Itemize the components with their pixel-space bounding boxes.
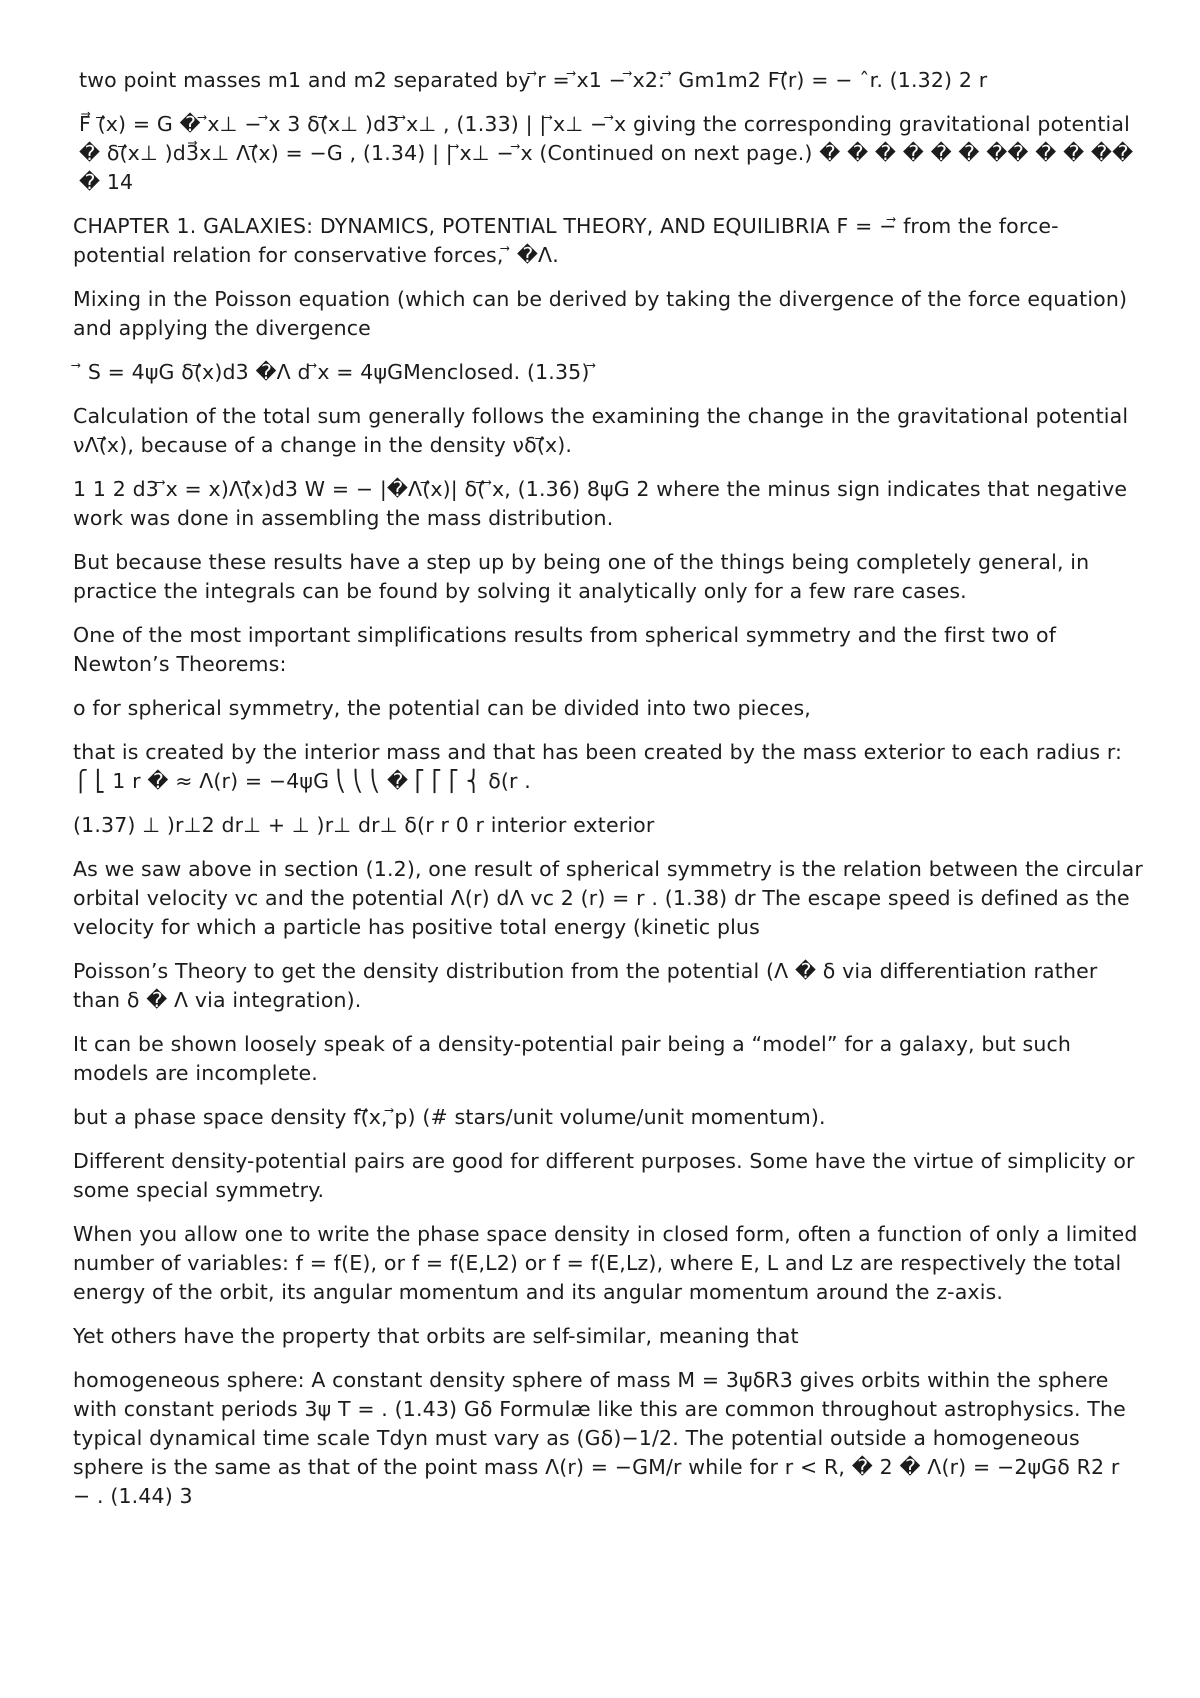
- paragraph-self-similar: Yet others have the property that orbits are self-similar, meaning that: [73, 1324, 799, 1348]
- paragraph-phase-space-density: but a phase space density f(⃗x, ⃗p) (# stars/unit volume/unit momentum).: [73, 1105, 826, 1129]
- paragraph-closed-form: When you allow one to write the phase space density in closed form, often a function of only a limited number of variables: f = f(E), or f = f(E,L2) or f = f(E,Lz), where E, L and Lz are respectively the total energy of the orbit, its angular momentum and its angular momentum around the z-axis.: [73, 1222, 1138, 1304]
- paragraph-chapter-heading: CHAPTER 1. GALAXIES: DYNAMICS, POTENTIAL THEORY, AND EQUILIBRIA F = −⃗ from the force-potential relation for conservative forces, ⃗ �Λ.: [73, 214, 1059, 267]
- paragraph-density-potential-pairs: Different density-potential pairs are good for different purposes. Some have the virtue of simplicity or some special symmetry.: [73, 1149, 1135, 1202]
- paragraph-homogeneous-sphere: homogeneous sphere: A constant density sphere of mass M = 3ψδR3 gives orbits within the sphere with constant periods 3ψ T = . (1.43) Gδ Formulæ like this are common throughout astrophysics. The typical dynamical time scale Tdyn must vary as (Gδ)−1/2. The potential outside a homogeneous sphere is the same as that of the point mass Λ(r) = −GM/r while for r < R, � 2 � Λ(r) = −2ψGδ R2 r − . (1.44) 3: [73, 1368, 1126, 1508]
- paragraph-force-potential-equations: F⃗ (⃗x) = G � ⃗x⊥ − ⃗x 3 δ(⃗x⊥ )d3 ⃗x⊥ , (1.33) | | ⃗x⊥ − ⃗x giving the corresponding gravitational potential � δ(⃗x⊥ )d3⃗x⊥ Λ(⃗x) = −G , (1.34) | | ⃗x⊥ − ⃗x (Continued on next page.) � � � � � � �� � � �� � 14: [79, 112, 1134, 194]
- paragraph-equation-1-37: (1.37) ⊥ )r⊥2 dr⊥ + ⊥ )r⊥ dr⊥ δ(r r 0 r interior exterior: [73, 813, 655, 837]
- paragraph-total-sum: Calculation of the total sum generally follows the examining the change in the gravitational potential νΛ(⃗x), because of a change in the density νδ(⃗x).: [73, 404, 1129, 457]
- paragraph-spherical-symmetry: One of the most important simplifications results from spherical symmetry and the first two of Newton’s Theorems:: [73, 623, 1057, 676]
- document-page: [73, 66, 1143, 1526]
- paragraph-circular-velocity: As we saw above in section (1.2), one result of spherical symmetry is the relation between the circular orbital velocity vc and the potential Λ(r) dΛ vc 2 (r) = r . (1.38) dr The escape speed is defined as the velocity for which a particle has positive total energy (kinetic plus: [73, 857, 1143, 939]
- paragraph-two-pieces: o for spherical symmetry, the potential can be divided into two pieces,: [73, 696, 811, 720]
- paragraph-poisson-theory: Poisson’s Theory to get the density distribution from the potential (Λ � δ via differentiation rather than δ � Λ via integration).: [73, 959, 1098, 1012]
- paragraph-poisson-mixing: Mixing in the Poisson equation (which can be derived by taking the divergence of the force equation) and applying the divergence: [73, 287, 1128, 340]
- paragraph-density-potential-model: It can be shown loosely speak of a density-potential pair being a “model” for a galaxy, but such models are incomplete.: [73, 1032, 1072, 1085]
- paragraph-equation-1-36: 1 1 2 d3 ⃗x = x)Λ(⃗x)d3 W = − |�Λ(⃗x)| δ(⃗ ⃗x, (1.36) 8ψG 2 where the minus sign indicates that negative work was done in assembling the mass distribution.: [73, 477, 1128, 530]
- paragraph-equation-1-35: ⃗ S = 4ψG δ(⃗x)d3 �Λ d ⃗x = 4ψGMenclosed. (1.35) ⃗: [81, 360, 597, 384]
- paragraph-interior-exterior-mass: that is created by the interior mass and that has been created by the mass exterior to each radius r: ⎧ ⎣ 1 r � ≈ Λ(r) = −4ψG ⎝ ⎝ ⎝ � ⎡ ⎡ ⎡ ⎨ δ(r .: [73, 740, 1123, 793]
- paragraph-point-masses: two point masses m1 and m2 separated by ⃗r = ⃗x1 − ⃗x2: ⃗ Gm1m2 F(⃗r) = − ˆr. (1.32) 2 r: [79, 68, 988, 92]
- paragraph-general-results: But because these results have a step up by being one of the things being completely general, in practice the integrals can be found by solving it analytically only for a few rare cases.: [73, 550, 1090, 603]
